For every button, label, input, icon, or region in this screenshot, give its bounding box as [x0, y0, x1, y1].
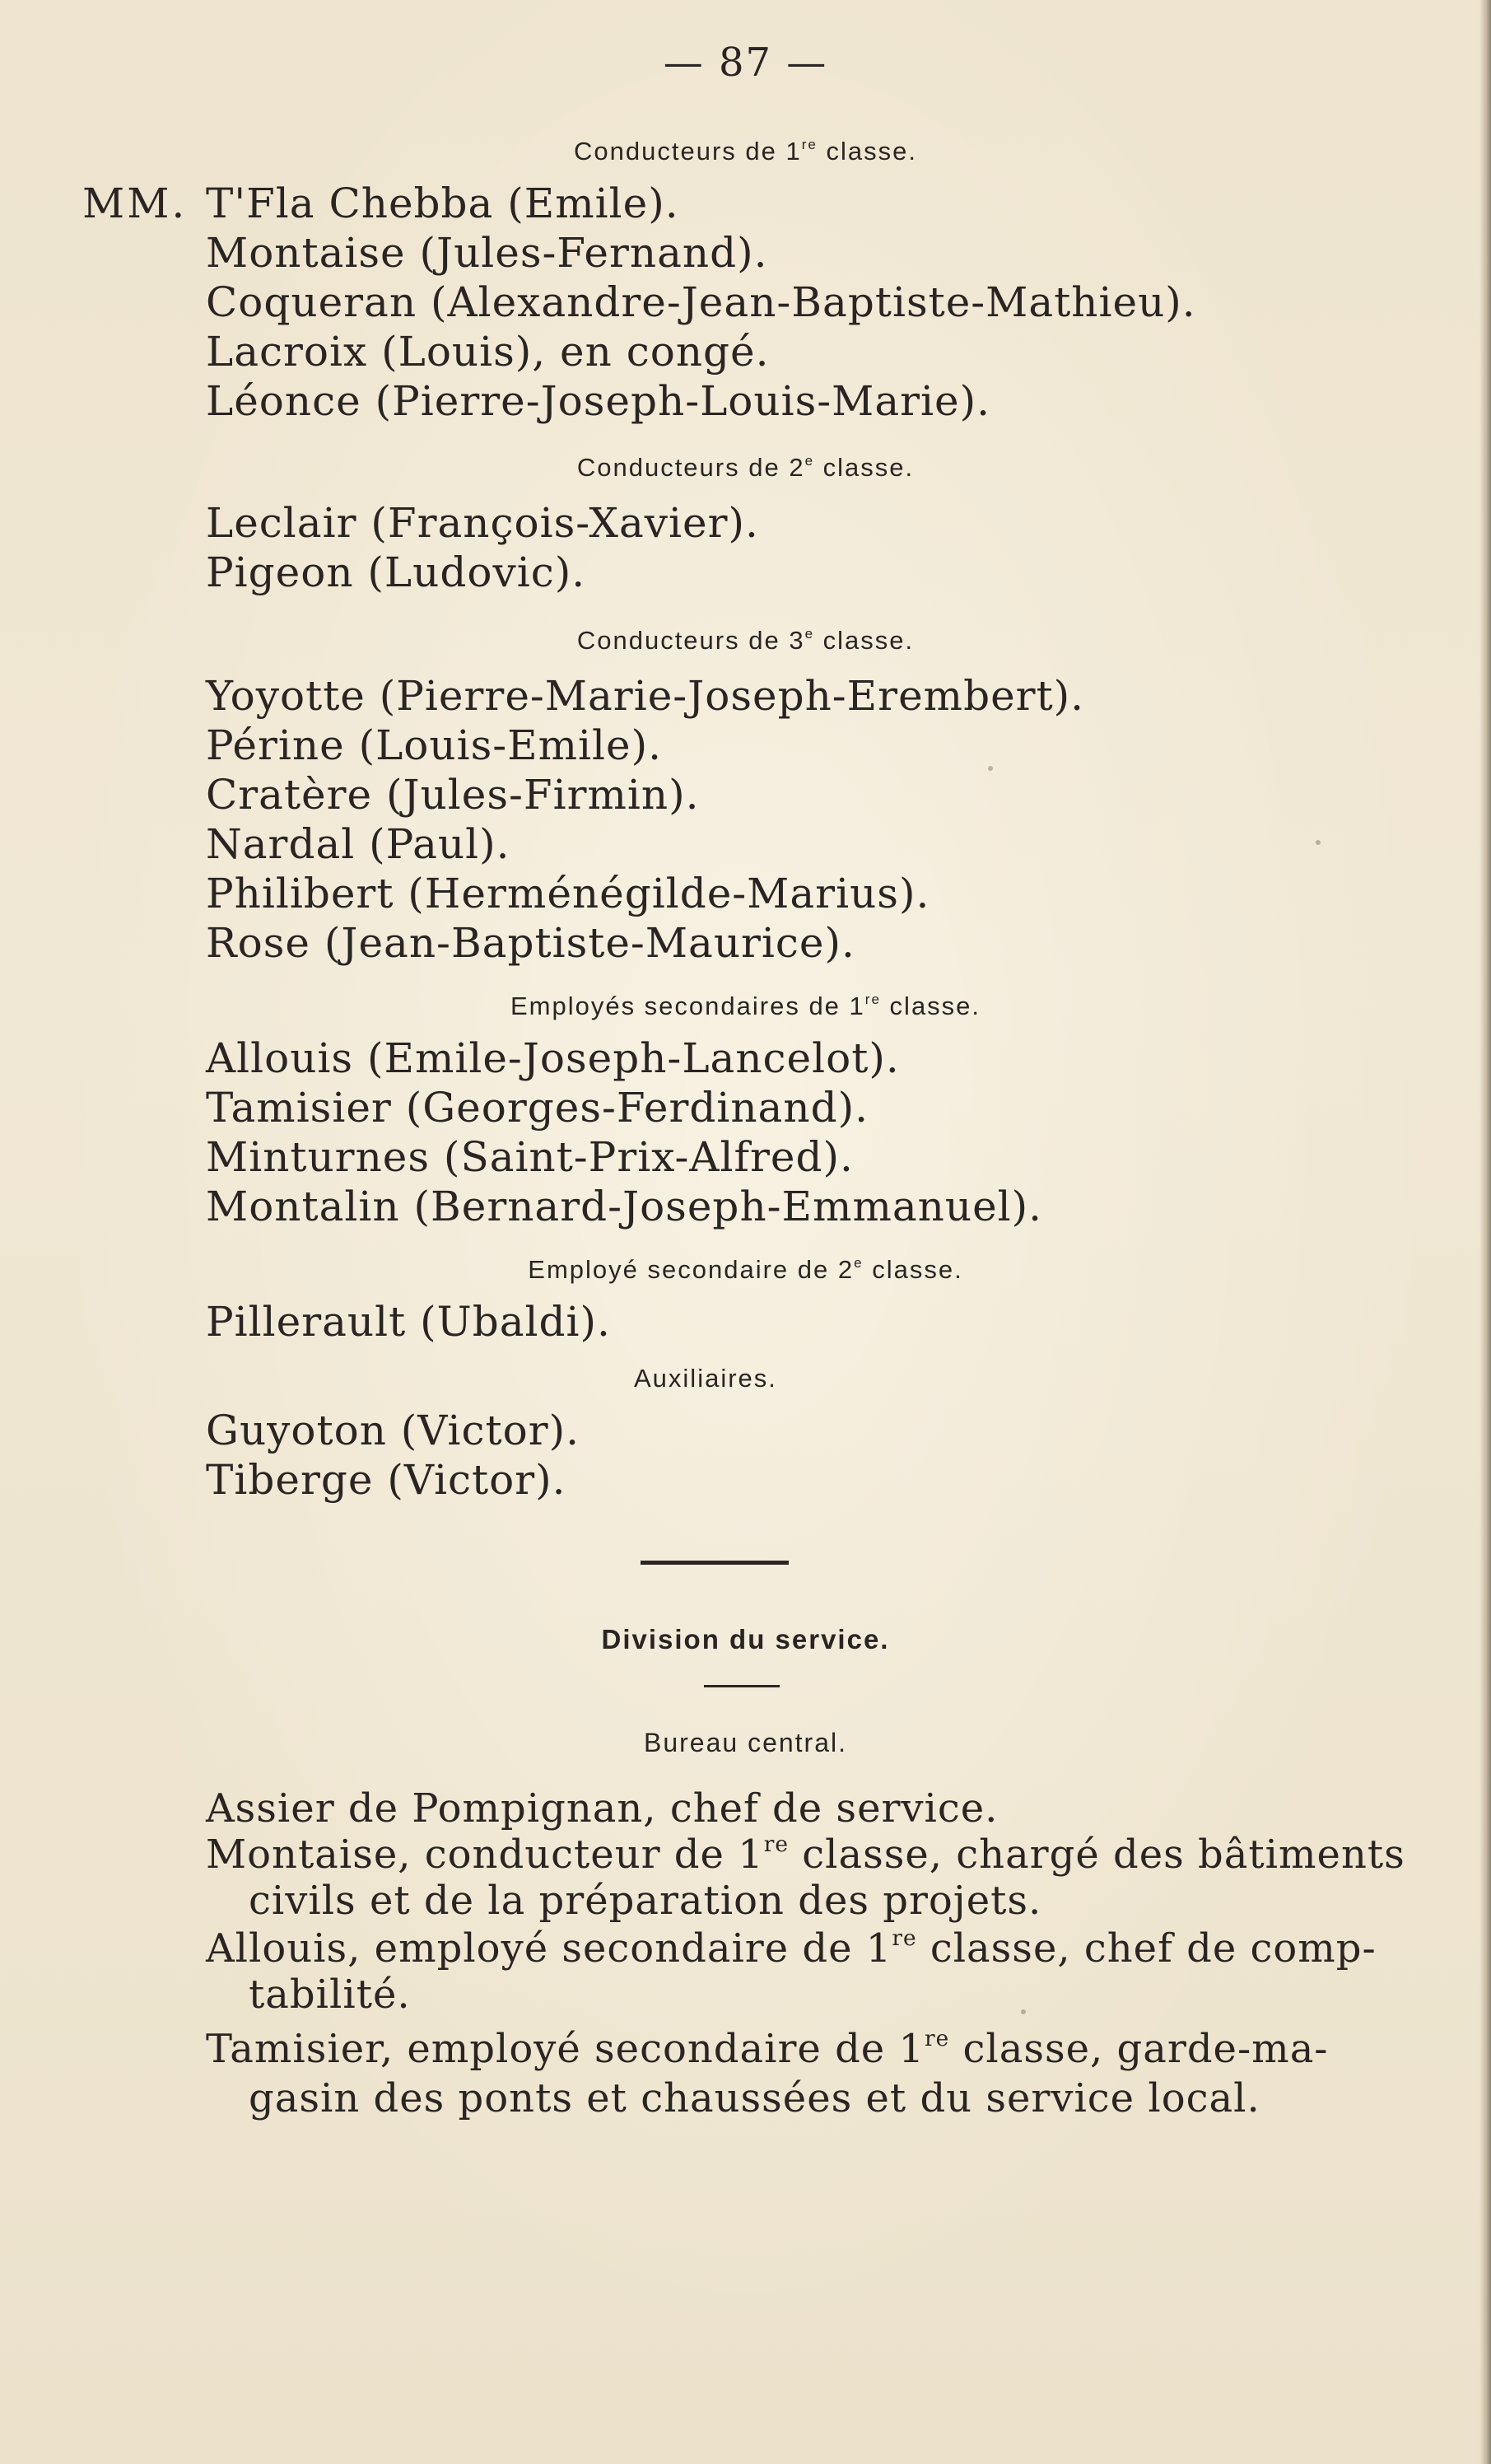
section-divider	[641, 1561, 789, 1565]
list-item: Rose (Jean-Baptiste-Maurice).	[206, 919, 855, 967]
paragraph-text: classe, garde-ma-	[949, 2026, 1329, 2072]
heading-employes-1re-classe	[0, 992, 1491, 1021]
heading-auxiliaires: Auxiliaires.	[634, 1364, 777, 1393]
heading-suffix: classe.	[814, 626, 915, 655]
heading-bureau-central: Bureau central.	[643, 1728, 847, 1757]
heading-text: Employés secondaires de 1	[510, 992, 865, 1020]
paragraph-allouis-line2: tabilité.	[249, 1972, 411, 2018]
page-edge-shadow	[1479, 0, 1491, 2464]
paragraph-text: Montaise, conducteur de 1	[206, 1832, 764, 1878]
list-item: Léonce (Pierre-Joseph-Louis-Marie).	[206, 377, 991, 425]
heading-text: Conducteurs de 2	[576, 453, 805, 482]
paper-speck	[988, 766, 993, 771]
list-item: Pigeon (Ludovic).	[206, 548, 586, 596]
heading-conducteurs-1re-classe	[0, 137, 1491, 166]
list-item: Minturnes (Saint-Prix-Alfred).	[206, 1133, 854, 1181]
paper-speck	[1316, 840, 1321, 845]
list-item: Yoyotte (Pierre-Marie-Joseph-Erembert).	[206, 672, 1085, 720]
heading-suffix: classe.	[817, 137, 917, 166]
section-title-division-du-service: Division du service.	[601, 1624, 890, 1654]
paragraph-montaise-line2: civils et de la préparation des projets.	[249, 1878, 1042, 1924]
heading-superscript: e	[804, 453, 815, 469]
list-item: Cratère (Jules-Firmin).	[206, 771, 700, 819]
paragraph-tamisier-line1	[206, 2026, 1329, 2072]
heading-superscript: re	[801, 137, 818, 153]
heading-superscript: e	[854, 1255, 864, 1272]
paragraph-text: classe, chef de comp-	[916, 1925, 1377, 1972]
heading-text: Conducteurs de 1	[574, 137, 802, 166]
heading-conducteurs-3e-classe	[0, 626, 1491, 656]
paragraph-text: classe, chargé des bâtiments	[788, 1832, 1405, 1878]
paragraph-montaise-line1	[206, 1832, 1405, 1878]
list-item: Coqueran (Alexandre-Jean-Baptiste-Mathieu).	[206, 278, 1196, 326]
list-item: Leclair (François-Xavier).	[206, 499, 759, 547]
list-item: Tamisier (Georges-Ferdinand).	[206, 1084, 869, 1132]
heading-conducteurs-2e-classe	[0, 453, 1491, 483]
paper-speck	[1021, 2009, 1026, 2014]
page-number: — 87 —	[663, 40, 828, 86]
heading-suffix: classe.	[814, 453, 915, 482]
superscript: re	[892, 1925, 917, 1952]
list-item: Nardal (Paul).	[206, 820, 510, 868]
heading-superscript: e	[804, 626, 815, 642]
list-item: Guyoton (Victor).	[206, 1407, 580, 1454]
heading-superscript: re	[864, 992, 881, 1008]
list-item: Philibert (Herménégilde-Marius).	[206, 870, 930, 917]
list-item: Montaise (Jules-Fernand).	[206, 229, 768, 277]
list-item: Lacroix (Louis), en congé.	[206, 328, 770, 376]
paragraph-text: Tamisier, employé secondaire de 1	[206, 2026, 925, 2072]
superscript: re	[763, 1832, 789, 1858]
list-item: Périne (Louis-Emile).	[206, 721, 663, 769]
list-item: Allouis (Emile-Joseph-Lancelot).	[206, 1034, 900, 1082]
heading-employe-2e-classe	[0, 1255, 1491, 1285]
heading-text: Employé secondaire de 2	[528, 1255, 855, 1284]
superscript: re	[925, 2026, 950, 2052]
list-item: Tiberge (Victor).	[206, 1456, 566, 1504]
list-item: Montalin (Bernard-Joseph-Emmanuel).	[206, 1183, 1043, 1230]
paragraph-tamisier-line2: gasin des ponts et chaussées et du service local.	[249, 2075, 1260, 2121]
heading-suffix: classe.	[880, 992, 981, 1020]
title-underline	[704, 1685, 780, 1687]
list-item: Pillerault (Ubaldi).	[206, 1298, 611, 1346]
mm-label: MM.	[82, 180, 188, 227]
paragraph-allouis-line1	[206, 1925, 1377, 1972]
paragraph-assier: Assier de Pompignan, chef de service.	[206, 1785, 999, 1832]
heading-text: Conducteurs de 3	[576, 626, 805, 655]
paragraph-text: Allouis, employé secondaire de 1	[206, 1925, 892, 1972]
heading-suffix: classe.	[863, 1255, 963, 1284]
list-item: T'Fla Chebba (Emile).	[206, 180, 679, 227]
